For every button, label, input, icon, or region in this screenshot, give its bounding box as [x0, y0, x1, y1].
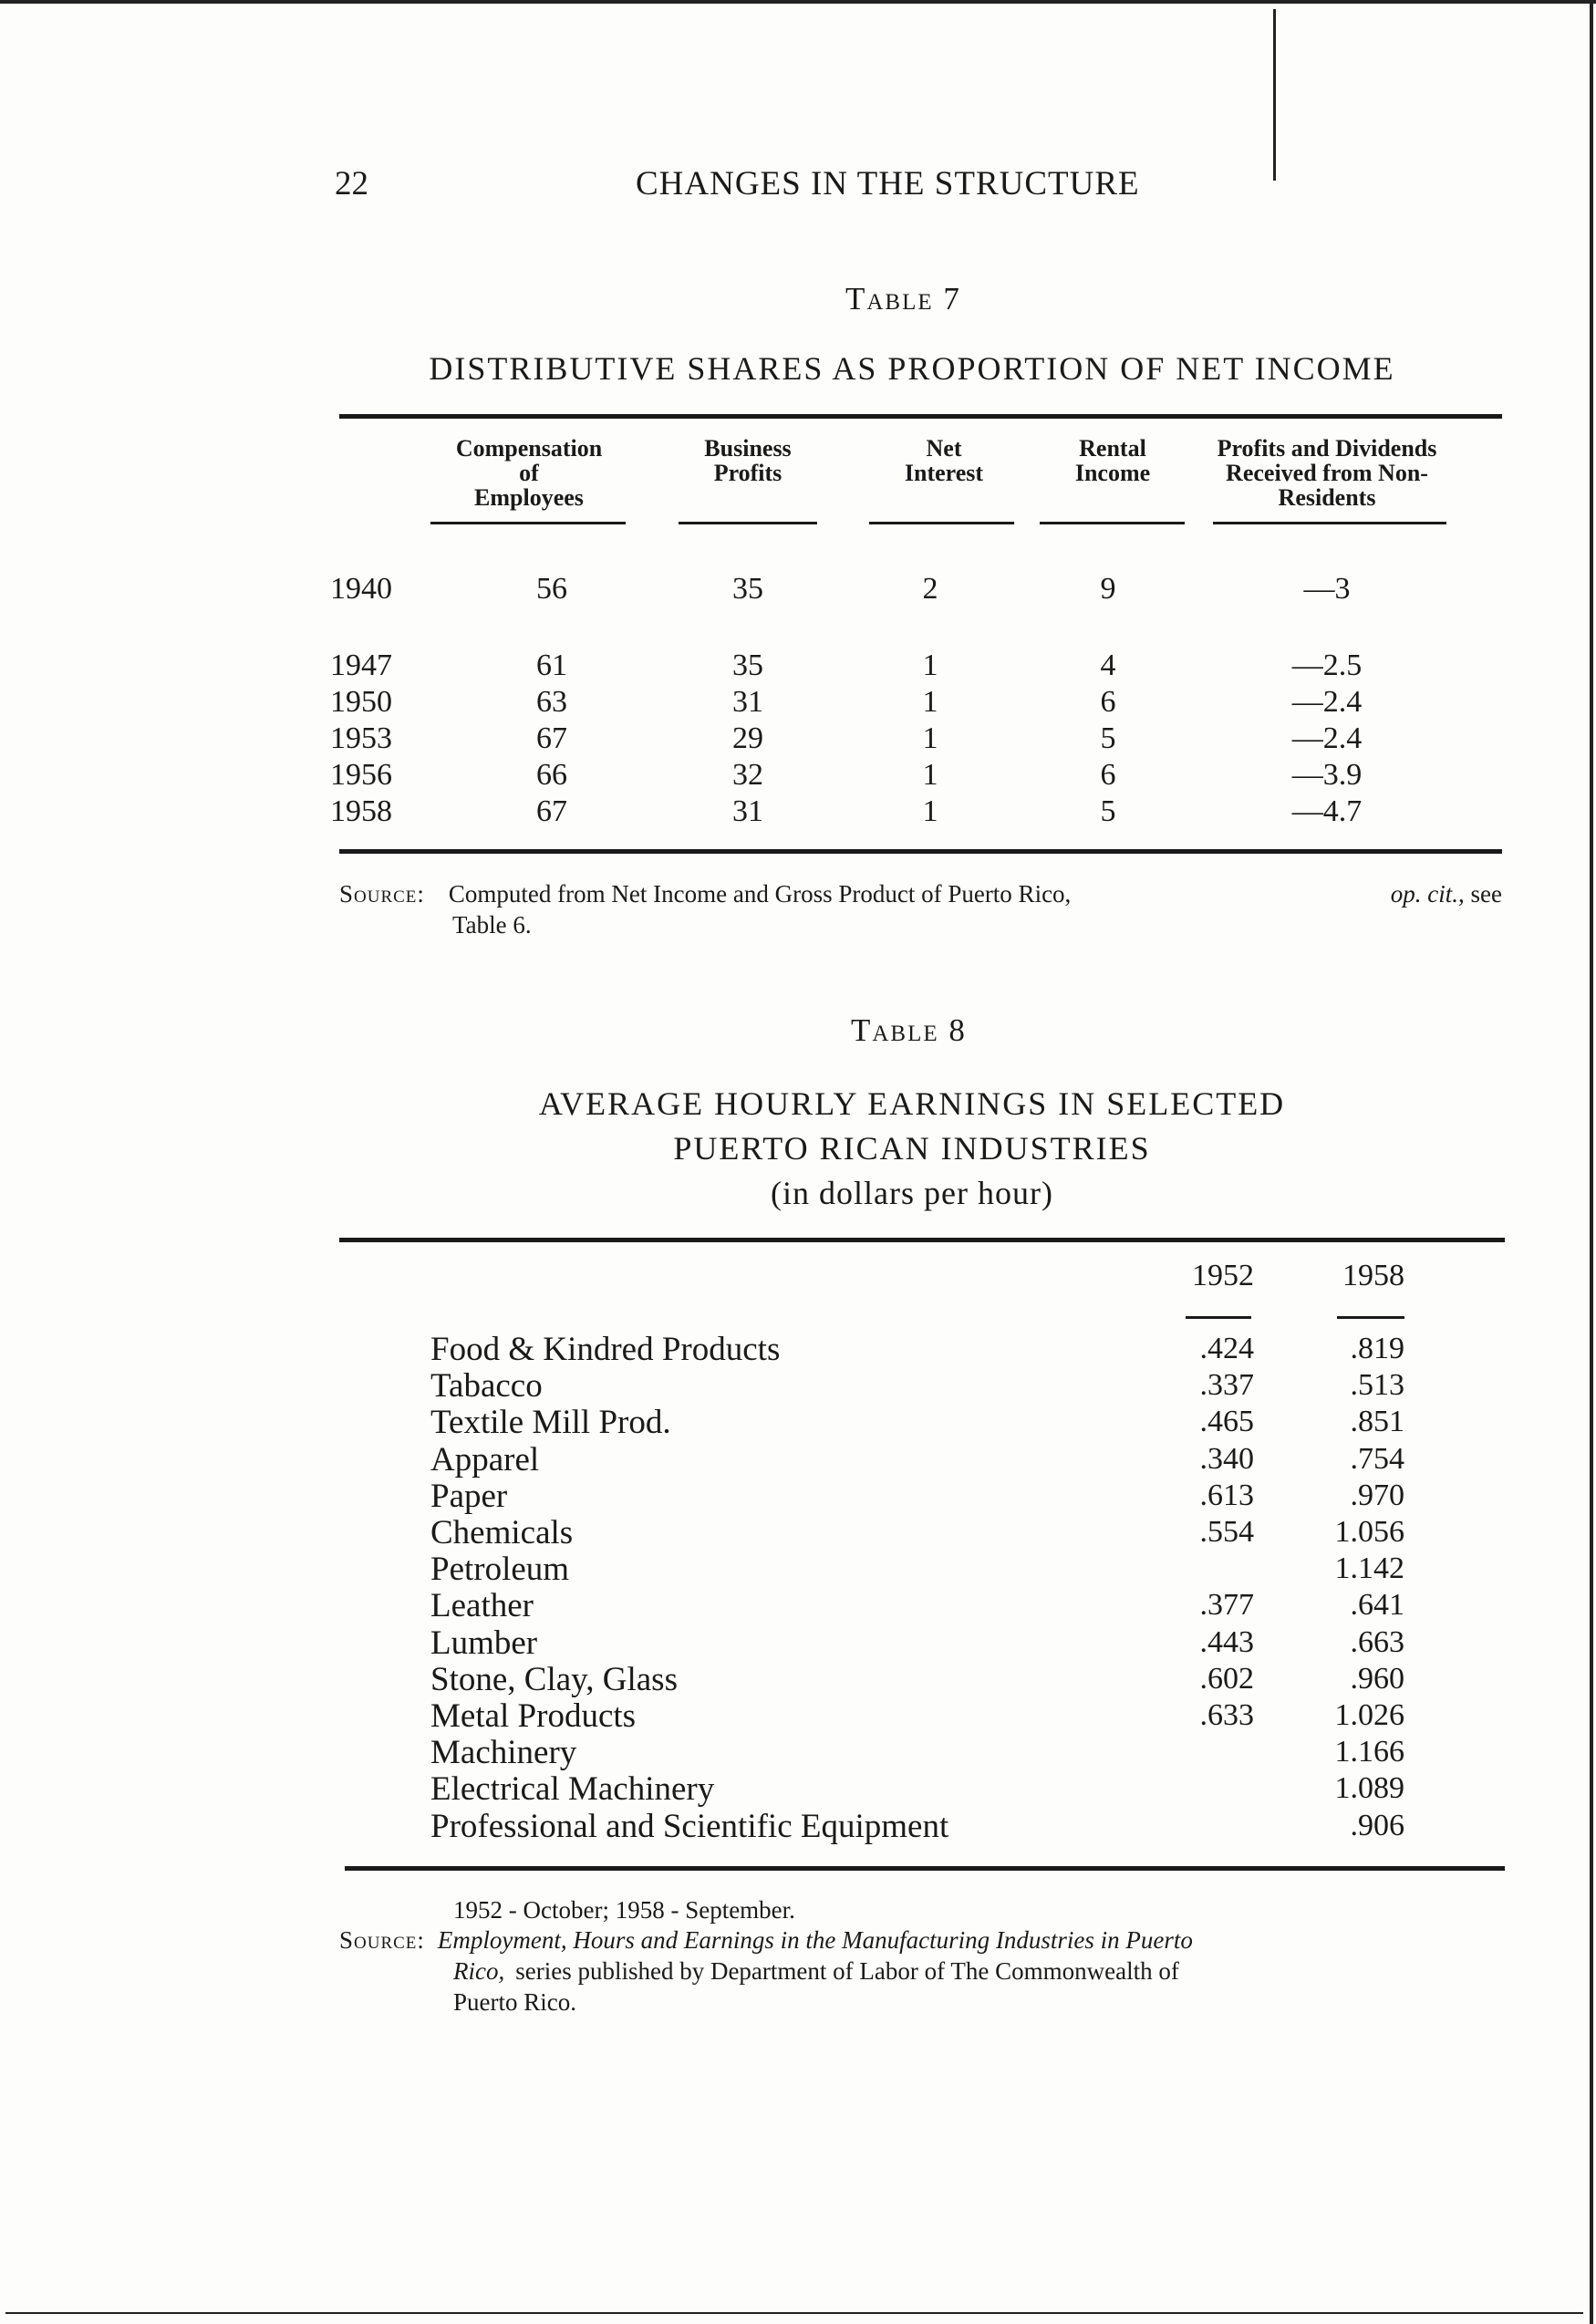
- table7-cell: 5: [1100, 721, 1116, 755]
- table8-underline-1958: [1337, 1316, 1404, 1319]
- table8-col-1958: 1958: [1342, 1259, 1404, 1292]
- table8-source-line3: Puerto Rico.: [453, 1988, 576, 2016]
- table7-col-compensation: Compensation of Employees: [455, 435, 603, 511]
- table8-industry: Paper: [430, 1478, 508, 1515]
- table8-value-1958: .819: [1350, 1332, 1404, 1365]
- table7-cell: 35: [732, 572, 763, 606]
- table8-value-1958: .851: [1350, 1405, 1404, 1438]
- table7-bottom-rule: [339, 849, 1502, 854]
- table7-cell: —2.4: [1291, 721, 1363, 755]
- table8-top-rule: [339, 1238, 1505, 1242]
- table8-source-italic-2: Rico,: [453, 1957, 505, 1985]
- table8-industry: Leather: [430, 1587, 534, 1624]
- table7-cell: 2: [922, 572, 938, 606]
- table8-value-1952: .340: [1199, 1442, 1254, 1476]
- table7-source: Source: Computed from Net Income and Gross Product of Puerto Rico, op. cit., see Table 6.: [339, 880, 1502, 939]
- table8-industry: Textile Mill Prod.: [430, 1404, 671, 1441]
- table8-value-1952: .424: [1199, 1332, 1254, 1365]
- table8-source-label: Source:: [339, 1926, 425, 1954]
- table7-year: 1958: [330, 794, 392, 828]
- table7-cell: —3.9: [1291, 758, 1363, 792]
- table8-source: [339, 1925, 1505, 2018]
- table8-industry: Electrical Machinery: [430, 1770, 715, 1808]
- table7-source-italic: op. cit.,: [1390, 880, 1465, 908]
- table8-footnote: 1952 - October; 1958 - September.: [453, 1896, 795, 1924]
- table8-value-1958: .960: [1350, 1662, 1404, 1696]
- table8-value-1958: 1.166: [1334, 1735, 1404, 1769]
- table7-cell: 1: [922, 685, 938, 719]
- table7-cell: 4: [1100, 648, 1116, 682]
- table7-cell: 31: [732, 794, 763, 828]
- table7-col-business-profits: Business Profits: [704, 435, 792, 486]
- table7-cell: 56: [536, 572, 567, 606]
- table7-year: 1953: [330, 721, 392, 755]
- table7-cell: —3: [1303, 572, 1351, 606]
- table8-industry: Lumber: [430, 1624, 538, 1662]
- table8-value-1958: .906: [1350, 1809, 1404, 1842]
- table8-value-1958: 1.056: [1334, 1515, 1404, 1549]
- table8-title: [337, 1082, 1487, 1216]
- page-number: 22: [335, 165, 368, 202]
- table7-underline-5: [1213, 522, 1446, 524]
- table8-industry: Metal Products: [430, 1697, 637, 1735]
- table7-underline-2: [679, 522, 817, 524]
- table7-underline-4: [1040, 522, 1185, 524]
- table8-value-1958: 1.089: [1334, 1771, 1404, 1805]
- table7-year: 1947: [330, 648, 392, 682]
- table8-source-italic: Employment, Hours and Earnings in the Manufacturing Industries in Puerto: [437, 1926, 1193, 1954]
- table8-value-1958: .513: [1350, 1368, 1404, 1402]
- table8-value-1952: .377: [1199, 1588, 1254, 1622]
- table8-value-1952: .613: [1199, 1478, 1254, 1512]
- table8-industry: Petroleum: [430, 1551, 570, 1588]
- table7-col-profits-dividends: Profits and Dividends Received from Non- Residents: [1217, 435, 1437, 511]
- table8-value-1952: .633: [1199, 1698, 1254, 1732]
- table7-cell: 63: [536, 685, 567, 719]
- table7-cell: 66: [536, 758, 567, 792]
- table7-cell: —4.7: [1291, 794, 1363, 828]
- table7-cell: 5: [1100, 794, 1116, 828]
- table8-value-1958: .663: [1350, 1625, 1404, 1659]
- table8-bottom-rule: [345, 1866, 1505, 1871]
- table8-subtitle: (in dollars per hour): [771, 1175, 1053, 1211]
- table8-industry: Tabacco: [430, 1367, 543, 1405]
- table7-cell: 31: [732, 685, 763, 719]
- table7-cell: 1: [922, 758, 938, 792]
- table7-cell: 67: [536, 721, 567, 755]
- scan-border-right: [1590, 0, 1593, 2324]
- table8-value-1958: .754: [1350, 1442, 1404, 1476]
- table8-industry: Apparel: [430, 1441, 540, 1478]
- table8-label: Table 8: [851, 1012, 967, 1048]
- table7-source-text: Computed from Net Income and Gross Product of Puerto Rico,: [448, 880, 1072, 908]
- table7-top-rule: [339, 414, 1502, 419]
- table7-year: 1940: [330, 572, 392, 606]
- table7-cell: 61: [536, 648, 567, 682]
- table8-industry: Chemicals: [430, 1514, 574, 1551]
- table7-source-line2: Table 6.: [452, 911, 532, 939]
- table8-industry: Stone, Clay, Glass: [430, 1661, 678, 1698]
- table8-value-1952: .465: [1199, 1405, 1254, 1438]
- table8-title-line2: PUERTO RICAN INDUSTRIES: [673, 1130, 1151, 1167]
- table7-underline-3: [869, 522, 1014, 524]
- table7-cell: 6: [1100, 758, 1116, 792]
- table7-cell: 67: [536, 794, 567, 828]
- table7-cell: 1: [922, 794, 938, 828]
- table7-cell: —2.4: [1291, 685, 1363, 719]
- scan-artifact-line: [1273, 9, 1276, 181]
- table8-source-text: series published by Department of Labor of The Commonwealth of: [515, 1957, 1179, 1985]
- table7-cell: 1: [922, 648, 938, 682]
- table7-cell: 1: [922, 721, 938, 755]
- table7-col-rental-income: Rental Income: [1074, 435, 1151, 486]
- table8-value-1958: .641: [1350, 1588, 1404, 1622]
- table8-industry: Food & Kindred Products: [430, 1331, 781, 1368]
- table7-cell: 32: [732, 758, 763, 792]
- table7-source-label: Source:: [339, 880, 425, 908]
- scan-border-bottom: [5, 2312, 1583, 2314]
- table8-col-1952: 1952: [1192, 1259, 1254, 1292]
- table8-value-1952: .554: [1199, 1515, 1254, 1549]
- table8-industry: Machinery: [430, 1734, 577, 1771]
- table8-value-1952: .443: [1199, 1625, 1254, 1659]
- table7-year: 1950: [330, 685, 392, 719]
- table7-cell: 29: [732, 721, 763, 755]
- table7-title: DISTRIBUTIVE SHARES AS PROPORTION OF NET INCOME: [429, 350, 1395, 387]
- table7-year: 1956: [330, 758, 392, 792]
- table8-value-1958: 1.142: [1334, 1551, 1404, 1585]
- table8-value-1952: .602: [1199, 1662, 1254, 1696]
- table8-industry: Professional and Scientific Equipment: [430, 1808, 949, 1845]
- table8-value-1958: .970: [1350, 1478, 1404, 1512]
- table8-title-line1: AVERAGE HOURLY EARNINGS IN SELECTED: [538, 1085, 1286, 1122]
- scan-border-top: [0, 0, 1596, 4]
- table7-col-net-interest: Net Interest: [904, 435, 984, 486]
- table7-cell: 35: [732, 648, 763, 682]
- table8-value-1958: 1.026: [1334, 1698, 1404, 1732]
- table7-label: Table 7: [845, 281, 961, 316]
- table7-cell: 9: [1100, 572, 1116, 606]
- table7-underline-1: [430, 522, 626, 524]
- table8-underline-1952: [1186, 1316, 1251, 1319]
- table8-value-1952: .337: [1199, 1368, 1254, 1402]
- table7-cell: —2.5: [1291, 648, 1363, 682]
- running-head: CHANGES IN THE STRUCTURE: [636, 165, 1140, 202]
- table7-cell: 6: [1100, 685, 1116, 719]
